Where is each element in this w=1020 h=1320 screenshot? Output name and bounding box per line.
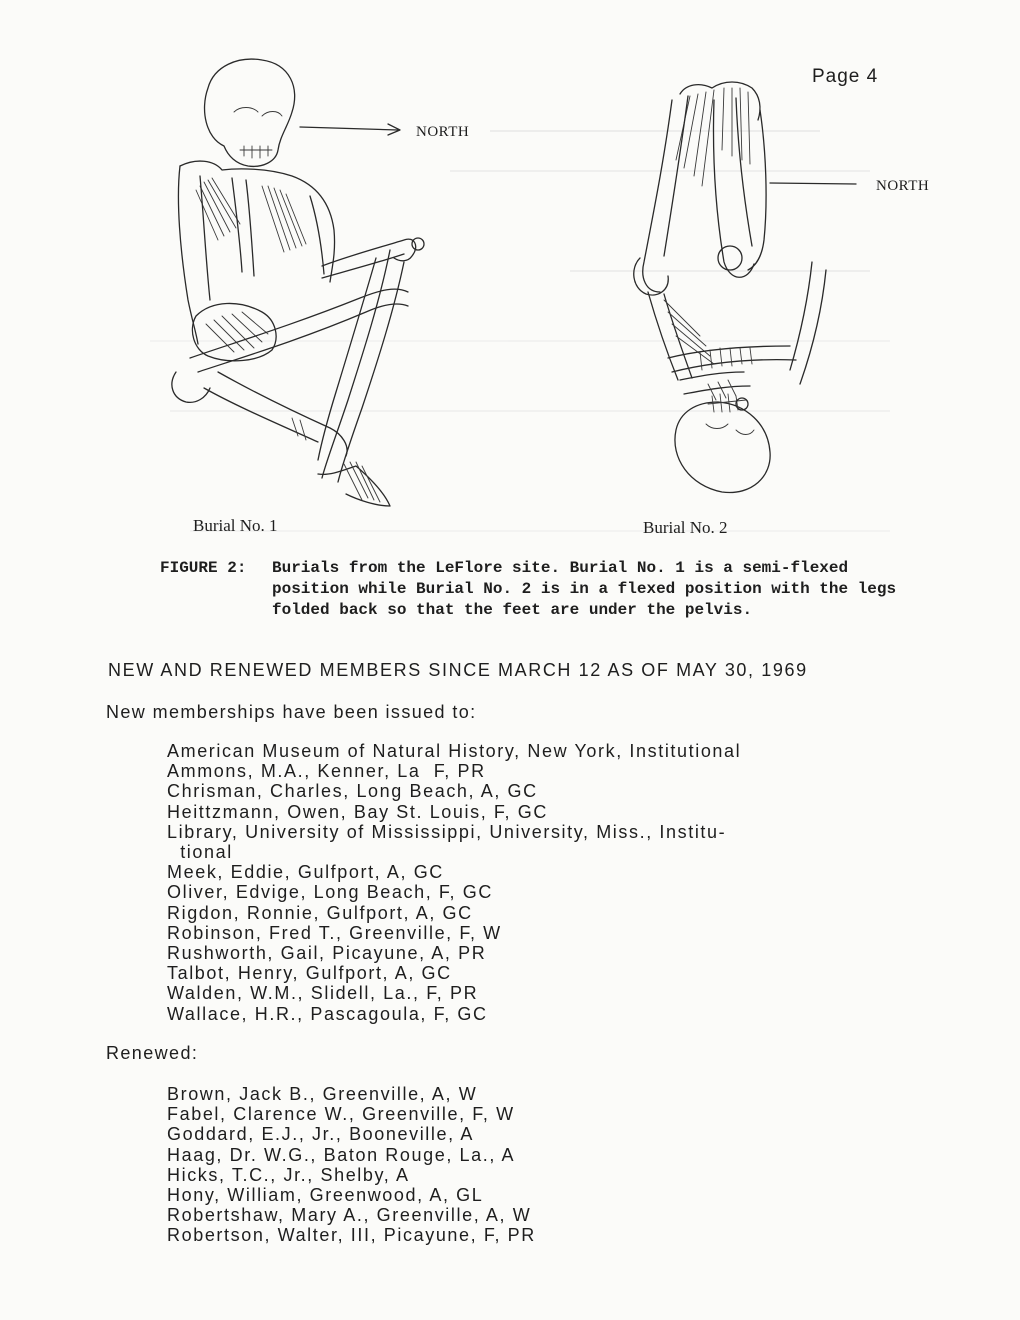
list-item: Brown, Jack B., Greenville, A, W — [167, 1084, 478, 1104]
list-item: American Museum of Natural History, New York, Institutional — [167, 741, 742, 761]
list-item: Haag, Dr. W.G., Baton Rouge, La., A — [167, 1144, 516, 1165]
list-item: Robertshaw, Mary A., Greenville, A, W — [167, 1205, 532, 1226]
burial-1-label: Burial No. 1 — [193, 516, 278, 535]
list-item: Walden, W.M., Slidell, La., F, PR — [167, 983, 479, 1004]
figure-caption-text: Burials from the LeFlore site. Burial No. 1 is a semi-flexed position while Burial No. 2 is in a flexed position with the legs folded back so that the feet are under the pelvis. — [272, 559, 897, 619]
members-heading: NEW AND RENEWED MEMBERS SINCE MARCH 12 AS OF MAY 30, 1969 — [108, 660, 808, 680]
list-item: Rushworth, Gail, Picayune, A, PR — [167, 943, 487, 964]
north-label-1: NORTH — [416, 124, 470, 140]
renewed-members-list — [167, 1084, 536, 1246]
list-item: Heittzmann, Owen, Bay St. Louis, F, GC — [167, 801, 548, 822]
list-item: Hicks, T.C., Jr., Shelby, A — [167, 1164, 410, 1185]
list-item: Hony, William, Greenwood, A, GL — [167, 1185, 484, 1206]
burial-2-skeleton — [634, 82, 856, 493]
list-item: Chrisman, Charles, Long Beach, A, GC — [167, 781, 538, 802]
figure-label: FIGURE 2: — [160, 559, 247, 577]
new-members-list — [167, 741, 947, 1024]
list-item: Robertson, Walter, III, Picayune, F, PR — [167, 1225, 536, 1246]
list-item: Library, University of Mississippi, University, Miss., Institu- tional — [167, 821, 727, 863]
list-item: Talbot, Henry, Gulfport, A, GC — [167, 963, 452, 984]
list-item: Goddard, E.J., Jr., Booneville, A — [167, 1124, 474, 1145]
burial-2-label: Burial No. 2 — [643, 518, 728, 537]
new-members-intro: New memberships have been issued to: — [106, 702, 477, 722]
list-item: Wallace, H.R., Pascagoula, F, GC — [167, 1003, 488, 1024]
renewed-intro: Renewed: — [106, 1043, 199, 1063]
list-item: Fabel, Clarence W., Greenville, F, W — [167, 1104, 515, 1125]
list-item: Ammons, M.A., Kenner, La F, PR — [167, 761, 486, 782]
page-number: Page 4 — [812, 66, 879, 87]
north-label-2: NORTH — [876, 178, 930, 194]
list-item: Robinson, Fred T., Greenville, F, W — [167, 922, 502, 943]
list-item: Oliver, Edvige, Long Beach, F, GC — [167, 882, 493, 903]
list-item: Rigdon, Ronnie, Gulfport, A, GC — [167, 902, 473, 923]
list-item: Meek, Eddie, Gulfport, A, GC — [167, 862, 444, 883]
